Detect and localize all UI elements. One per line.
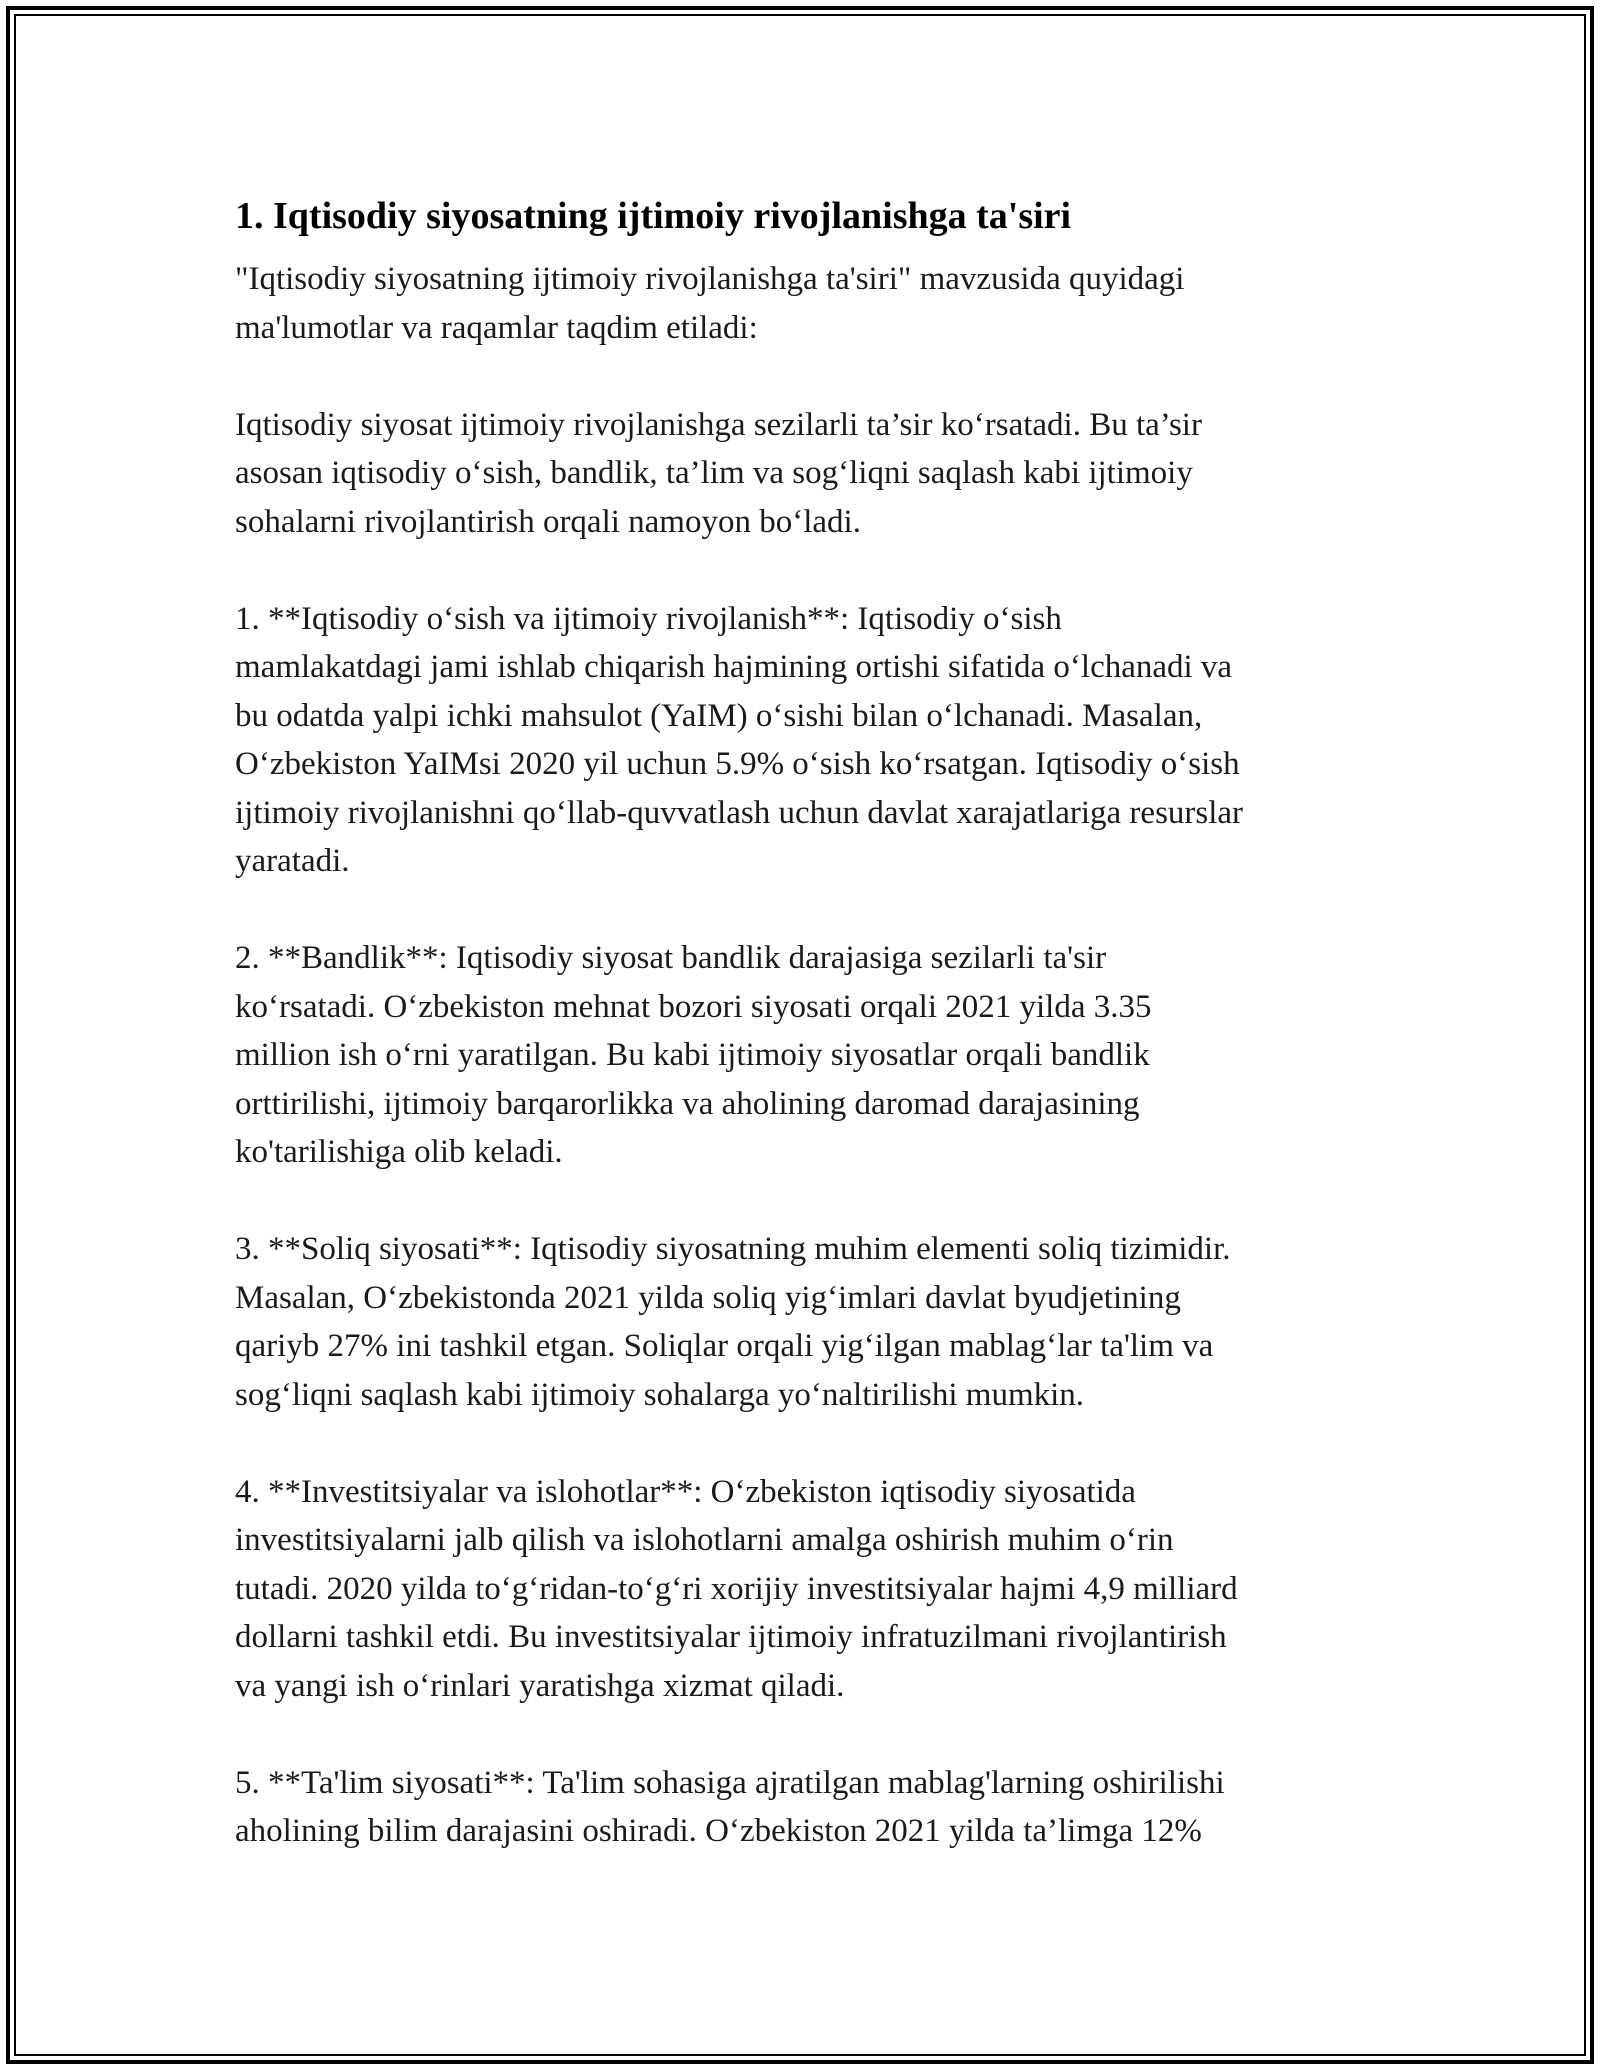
list-item-education-policy: 5. **Ta'lim siyosati**: Ta'lim sohasiga ajratilgan mablag'larning oshirilishi aholining bilim darajasini oshiradi. Oʻzbekiston 2021 yilda ta’limga 12% (235, 1764, 1225, 1849)
document-title: 1. Iqtisodiy siyosatning ijtimoiy rivojlanishga ta'siri (235, 195, 1072, 237)
list-item-economic-growth: 1. **Iqtisodiy oʻsish va ijtimoiy rivojlanish**: Iqtisodiy oʻsish mamlakatdagi jami ishlab chiqarish hajmining ortishi sifatida oʻlchanadi va bu odatda yalpi ichki mahsulot (YaIM) oʻsishi bilan oʻlchanadi. Masalan, Oʻzbekiston YaIMsi 2020 yil uchun 5.9% oʻsish koʻrsatgan. Iqtisodiy oʻsish ijtimoiy rivojlanishni qoʻllab-quvvatlash uchun davlat xarajatlariga resurslar yaratadi. (235, 600, 1244, 879)
list-item-investments-reforms: 4. **Investitsiyalar va islohotlar**: Oʻzbekiston iqtisodiy siyosatida investitsiyalarni jalb qilish va islohotlarni amalga oshirish muhim oʻrin tutadi. 2020 yilda toʻgʻridan-toʻgʻri xorijiy investitsiyalar hajmi 4,9 milliard dollarni tashkil etdi. Bu investitsiyalar ijtimoiy infratuzilmani rivojlantirish va yangi ish oʻrinlari yaratishga xizmat qiladi. (235, 1473, 1238, 1704)
intro-paragraph: "Iqtisodiy siyosatning ijtimoiy rivojlanishga ta'siri" mavzusida quyidagi ma'lumotlar va raqamlar taqdim etiladi: (235, 261, 1185, 346)
overview-paragraph: Iqtisodiy siyosat ijtimoiy rivojlanishga sezilarli ta’sir koʻrsatadi. Bu ta’sir asosan iqtisodiy oʻsish, bandlik, ta’lim va sogʻliqni saqlash kabi ijtimoiy sohalarni rivojlantirish orqali namoyon boʻladi. (235, 406, 1202, 540)
list-item-tax-policy: 3. **Soliq siyosati**: Iqtisodiy siyosatning muhim elementi soliq tizimidir. Masalan, Oʻzbekistonda 2021 yilda soliq yigʻimlari davlat byudjetining qariyb 27% ini tashkil etgan. Soliqlar orqali yigʻilgan mablagʻlar ta'lim va sogʻliqni saqlash kabi ijtimoiy sohalarga yoʻnaltirilishi mumkin. (235, 1231, 1231, 1413)
document-body (235, 188, 1370, 1856)
list-item-employment: 2. **Bandlik**: Iqtisodiy siyosat bandlik darajasiga sezilarli ta'sir koʻrsatadi. Oʻzbekiston mehnat bozori siyosati orqali 2021 yilda 3.35 million ish oʻrni yaratilgan. Bu kabi ijtimoiy siyosatlar orqali bandlik orttirilishi, ijtimoiy barqarorlikka va aholining daromad darajasining ko'tarilishiga olib keladi. (235, 940, 1152, 1170)
